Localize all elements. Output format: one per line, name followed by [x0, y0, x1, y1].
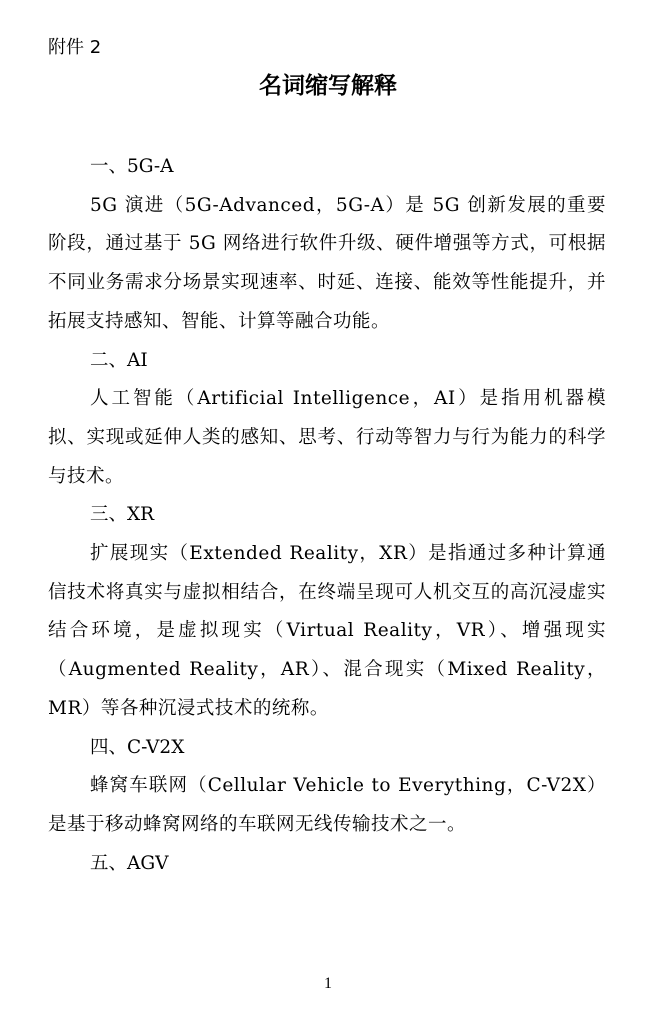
page-number: 1	[324, 975, 332, 992]
attachment-label: 附件 2	[48, 37, 102, 58]
section-heading-c-v2x: 四、C-V2X	[90, 736, 185, 758]
section-body-c-v2x: 蜂窝车联网（Cellular Vehicle to Everything，C-V2X）是基于移动蜂窝网络的车联网无线传输技术之一。	[48, 775, 606, 835]
section-heading-xr: 三、XR	[90, 504, 155, 526]
section-body-5g-a: 5G 演进（5G-Advanced，5G-A）是 5G 创新发展的重要阶段，通过基于 5G 网络进行软件升级、硬件增强等方式，可根据不同业务需求分场景实现速率、时延、连接、能效等性能提升，并拓展支持感知、智能、计算等融合功能。	[48, 194, 606, 332]
document-title: 名词缩写解释	[259, 72, 397, 99]
section-heading-5g-a: 一、5G-A	[90, 156, 174, 177]
section-body-xr: 扩展现实（Extended Reality，XR）是指通过多种计算通信技术将真实与虚拟相结合，在终端呈现可人机交互的高沉浸虚实结合环境，是虚拟现实（Virtual Reality，VR）、增强现实（Augmented Reality，AR）、混合现实（Mixed Reality，MR）等各种沉浸式技术的统称。	[48, 542, 606, 719]
section-heading-agv: 五、AGV	[90, 852, 169, 874]
section-heading-ai: 二、AI	[90, 349, 148, 371]
section-body-ai: 人工智能（Artificial Intelligence，AI）是指用机器模拟、实现或延伸人类的感知、思考、行动等智力与行为能力的科学与技术。	[48, 388, 606, 487]
glossary-content	[48, 148, 606, 883]
